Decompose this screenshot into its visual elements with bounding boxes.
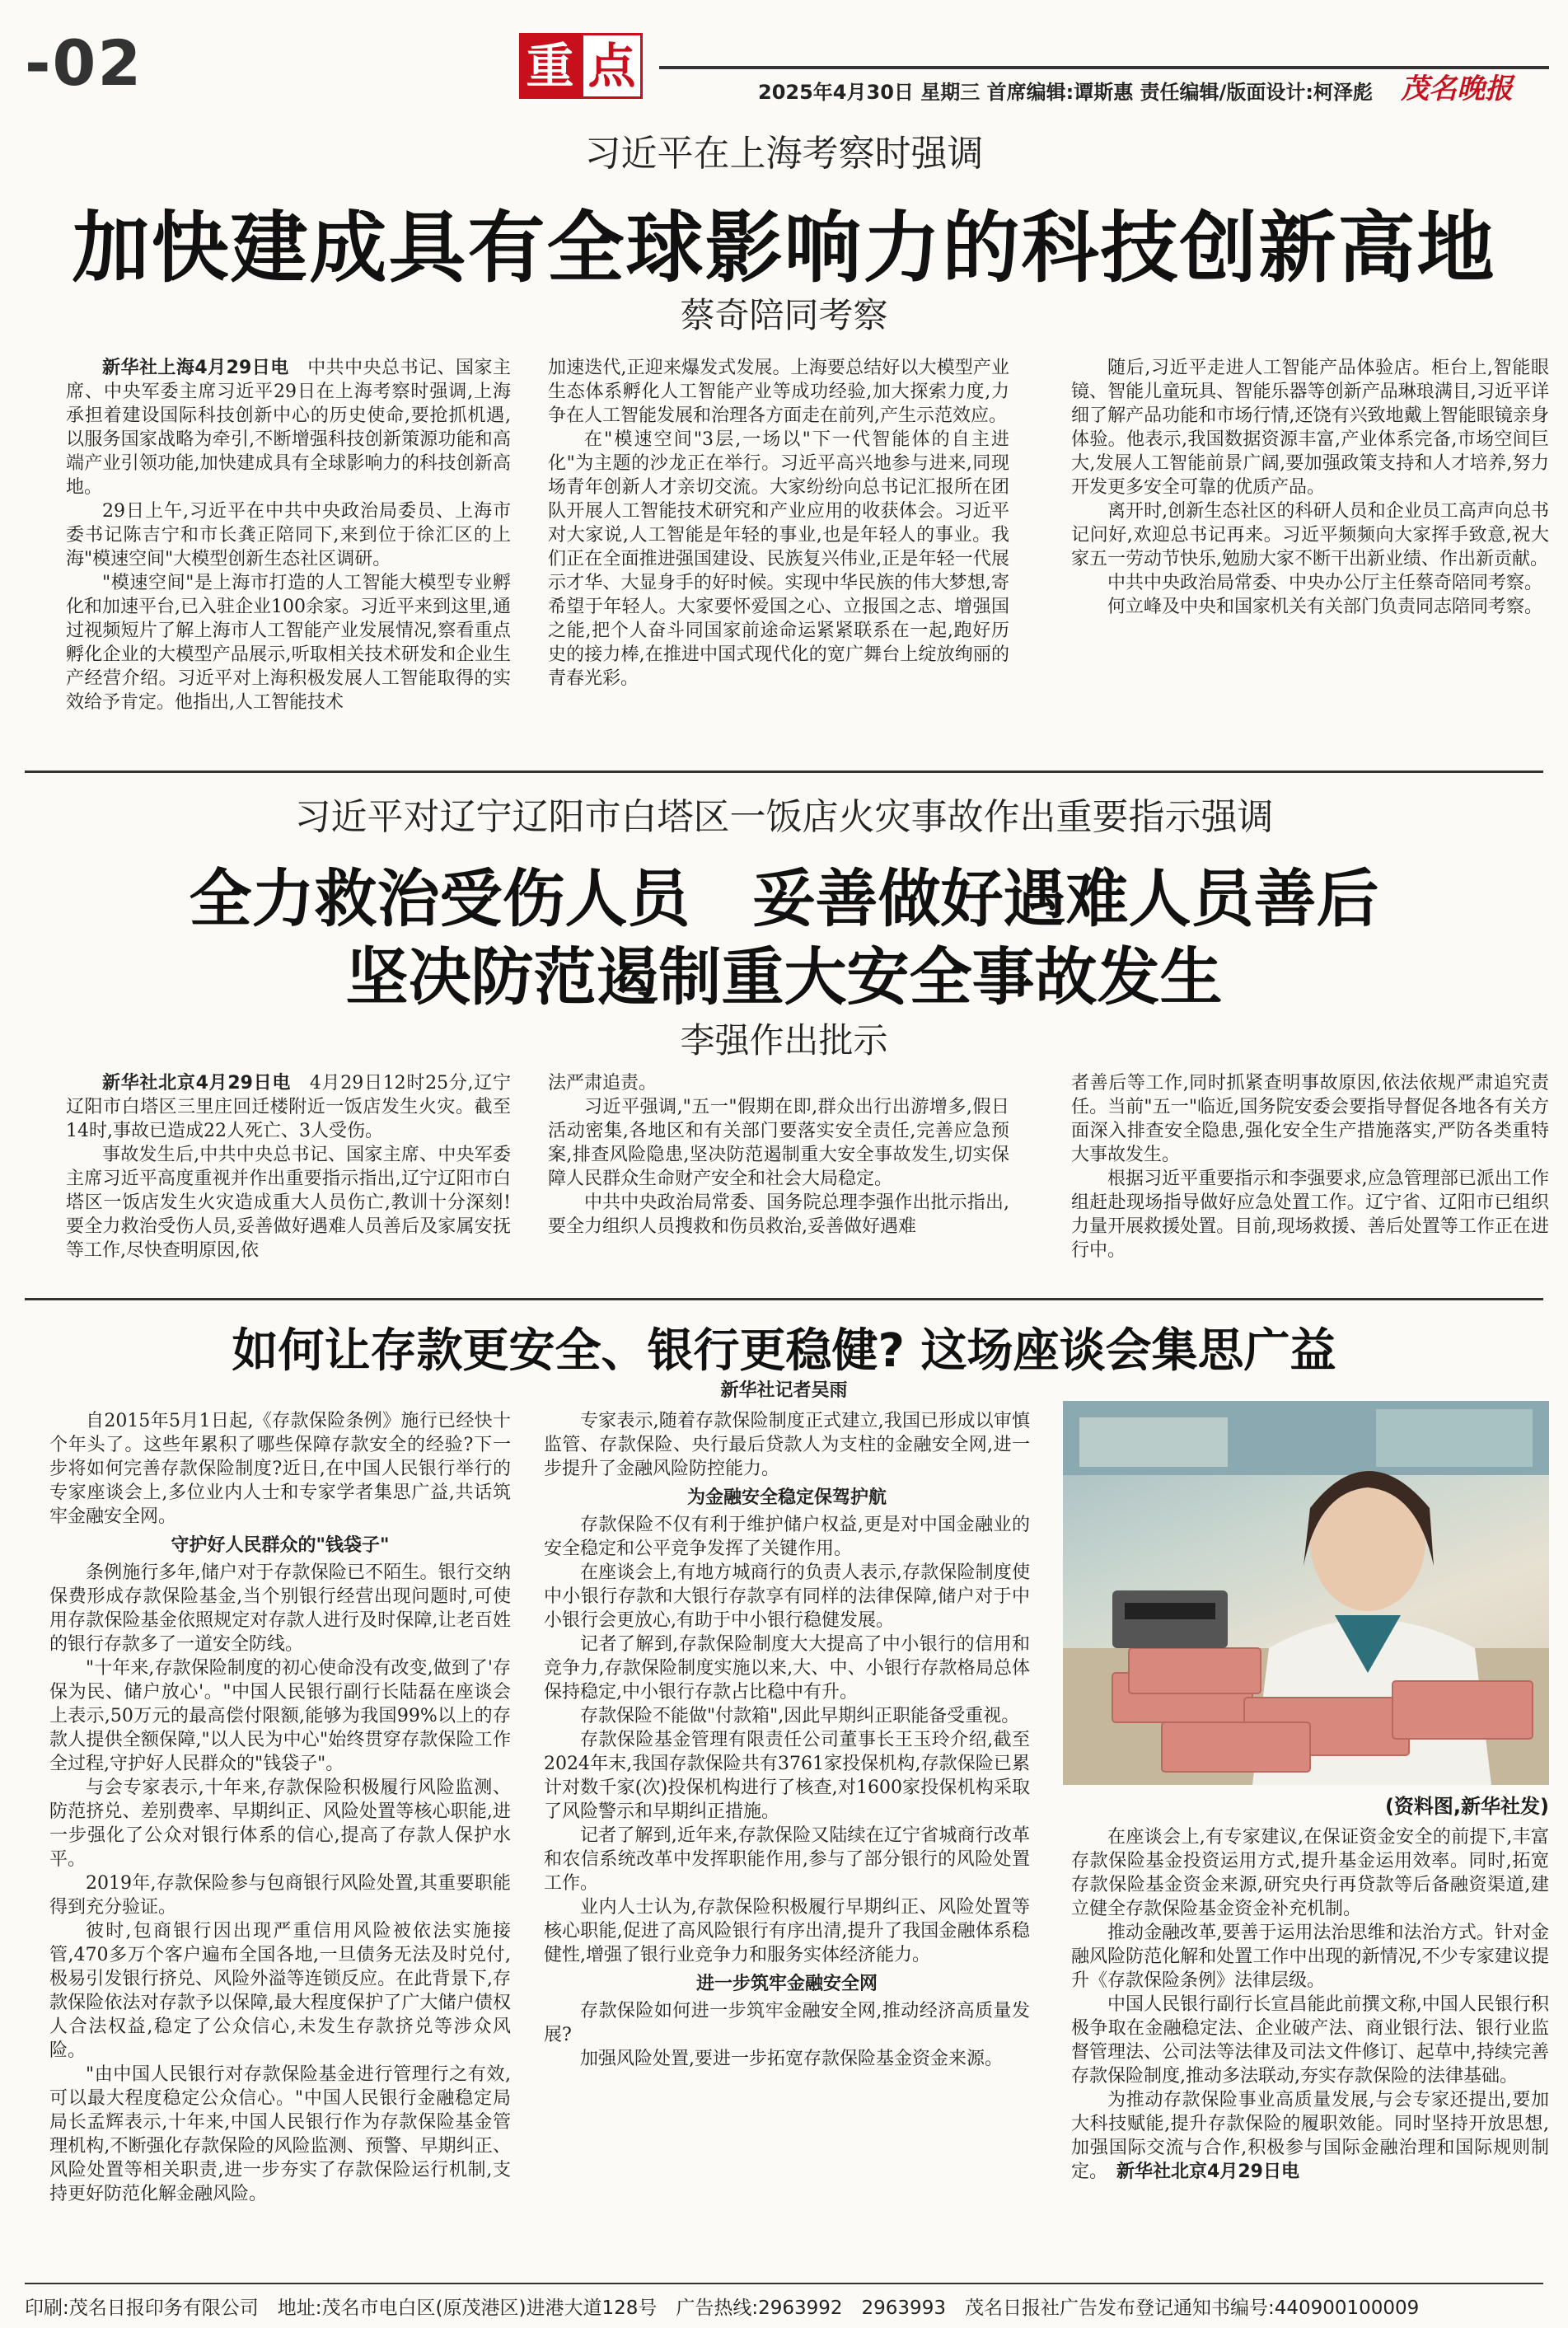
story3-p: 推动金融改革,要善于运用法治思维和法治方式。针对金融风险防范化解和处置工作中出现的新情况,不少专家建议提升《存款保险条例》法律层级。 [1071, 1923, 1549, 1991]
story3-signoff: 新华社北京4月29日电 [1116, 2162, 1299, 2182]
issue-meta: 2025年4月30日 星期三 首席编辑:谭斯惠 责任编辑/版面设计:柯泽彪 [758, 81, 1373, 104]
story3-byline: 新华社记者吴雨 [720, 1380, 848, 1401]
story3-col2 [544, 1409, 1030, 2071]
story3-p: 记者了解到,存款保险制度大大提高了中小银行的信用和竞争力,存款保险制度实施以来,大、中、小银行存款格局总体保持稳定,中小银行存款占比稳中有升。 [544, 1634, 1030, 1703]
story2-sub: 李强作出批示 [680, 1020, 888, 1061]
story1-p: 中共中央总书记、国家主席、中央军委主席习近平29日在上海考察时强调,上海承担着建设国际科技创新中心的历史使命,要抢抓机遇,以服务国家战略为牵引,不断增强科技创新策源功能和高端产业引领功能,加快建成具有全球影响力的科技创新高地。 [66, 358, 511, 498]
story3-p: 自2015年5月1日起,《存款保险条例》施行已经快十个年头了。这些年累积了哪些保障存款安全的经验?下一步将如何完善存款保险制度?近日,在中国人民银行举行的专家座谈会上,多位业内人士和专家学者集思广益,共话筑牢金融安全网。 [49, 1411, 511, 1527]
story2-kicker: 习近平对辽宁辽阳市白塔区一饭店火灾事故作出重要指示强调 [294, 796, 1274, 838]
photo-illustration [1063, 1401, 1549, 1785]
section-tag [519, 33, 643, 99]
story3-col3 [1071, 1825, 1549, 2184]
story1-p: 中共中央政治局常委、中央办公厅主任蔡奇陪同考察。 [1107, 573, 1543, 593]
story3-p: 与会专家表示,十年来,存款保险积极履行风险监测、防范挤兑、差别费率、早期纠正、风险处置等核心职能,进一步强化了公众对银行体系的信心,提高了存款人保护水平。 [49, 1778, 511, 1870]
story1-p: 随后,习近平走进人工智能产品体验店。柜台上,智能眼镜、智能儿童玩具、智能乐器等创新产品琳琅满目,习近平详细了解产品功能和市场行情,还饶有兴致地戴上智能眼镜亲身体验。他表示,我国数据资源丰富,产业体系完备,市场空间巨大,发展人工智能前景广阔,要加强政策支持和人才培养,努力开发更多安全可靠的优质产品。 [1071, 358, 1549, 498]
story3-subheading: 为金融安全稳定保驾护航 [686, 1487, 887, 1508]
section-char-1: 重 [519, 33, 581, 99]
story3-p: 彼时,包商银行因出现严重信用风险被依法实施接管,470多万个客户遍布全国各地,一旦债务无法及时兑付,极易引发银行挤兑、风险外溢等连锁反应。在此背景下,存款保险依法对存款予以保障,最大程度保护了广大储户债权人合法权益,稳定了公众信心,未发生存款挤兑等涉众风险。 [49, 1921, 511, 2061]
story2-p: 事故发生后,中共中央总书记、国家主席、中央军委主席习近平高度重视并作出重要指示指出,辽宁辽阳市白塔区一饭店发生火灾造成重大人员伤亡,教训十分深刻!要全力救治受伤人员,妥善做好遇难人员善后及家属安抚等工作,尽快查明原因,依 [66, 1145, 511, 1261]
photo-caption: (资料图,新华社发) [1384, 1795, 1549, 1818]
story3-p: 记者了解到,近年来,存款保险又陆续在辽宁省城商行改革和农信系统改革中发挥职能作用,参与了部分银行的风险处置工作。 [544, 1825, 1030, 1894]
story3-p: 专家表示,随着存款保险制度正式建立,我国已形成以审慎监管、存款保险、央行最后贷款人为支柱的金融安全网,进一步提升了金融风险防控能力。 [544, 1411, 1030, 1479]
story3-p: 条例施行多年,储户对于存款保险已不陌生。银行交纳保费形成存款保险基金,当个别银行经营出现问题时,可使用存款保险基金依照规定对存款人进行及时保障,让老百姓的银行存款多了一道安全防线。 [49, 1562, 511, 1655]
story3-p: "十年来,存款保险制度的初心使命没有改变,做到了'存保为民、储户放心'。"中国人民银行副行长陆磊在座谈会上表示,50万元的最高偿付限额,能够为我国99%以上的存款人提供全额保障,"以人民为中心"始终贯穿存款保险工作全过程,守护好人民群众的"钱袋子"。 [49, 1658, 511, 1774]
story3-subheading: 守护好人民群众的"钱袋子" [171, 1535, 390, 1556]
story3-p: 在座谈会上,有专家建议,在保证资金安全的前提下,丰富存款保险基金投资运用方式,提升基金运用效率。同时,拓宽存款保险基金资金来源,研究央行再贷款等后备融资渠道,建立健全存款保险基金资金补充机制。 [1071, 1827, 1549, 1919]
story2-p: 4月29日12时25分,辽宁辽阳市白塔区三里庄回迁楼附近一饭店发生火灾。截至14时,事故已造成22人死亡、3人受伤。 [66, 1073, 511, 1141]
story3-headline: 如何让存款更安全、银行更稳健? 这场座谈会集思广益 [232, 1324, 1336, 1378]
story2-col2 [548, 1071, 1009, 1239]
story3-p: 加强风险处置,要进一步拓宽存款保险基金资金来源。 [580, 2049, 1003, 2069]
story1-p: 加速迭代,正迎来爆发式发展。上海要总结好以大模型产业生态体系孵化人工智能产业等成功经验,加大探索力度,力争在人工智能发展和治理各方面走在前列,产生示范效应。 [548, 358, 1009, 426]
story2-p: 习近平强调,"五一"假期在即,群众出行出游增多,假日活动密集,各地区和有关部门要落实安全责任,完善应急预案,排查风险隐患,坚决防范遏制重大安全事故发生,切实保障人民群众生命财产安全和社会大局稳定。 [548, 1097, 1009, 1189]
story3-p: 存款保险如何进一步筑牢金融安全网,推动经济高质量发展? [544, 2001, 1030, 2045]
story1-p: 在"模速空间"3层,一场以"下一代智能体的自主进化"为主题的沙龙正在举行。习近平高兴地参与进来,同现场青年创新人才亲切交流。大家纷纷向总书记汇报所在团队开展人工智能技术研究和产业应用的收获体会。习近平对大家说,人工智能是年轻的事业,也是年轻人的事业。我们正在全面推进强国建设、民族复兴伟业,正是年轻一代展示才华、大显身手的好时候。实现中华民族的伟大梦想,寄希望于年轻人。大家要怀爱国之心、立报国之志、增强国之能,把个人奋斗同国家前途命运紧紧联系在一起,跑好历史的接力棒,在推进中国式现代化的宽广舞台上绽放绚丽的青春光彩。 [548, 429, 1009, 689]
story2-dateline: 新华社北京4月29日电 [102, 1073, 292, 1094]
story1-p: 何立峰及中央和国家机关有关部门负责同志陪同考察。 [1107, 597, 1543, 617]
story3-subheading: 进一步筑牢金融安全网 [695, 1974, 878, 1994]
story2-col3 [1071, 1071, 1549, 1262]
story1-p: 29日上午,习近平在中共中央政治局委员、上海市委书记陈吉宁和市长龚正陪同下,来到位于徐汇区的上海"模速空间"大模型创新生态社区调研。 [66, 501, 511, 569]
story3-p: 业内人士认为,存款保险积极履行早期纠正、风险处置等核心职能,促进了高风险银行有序出清,提升了我国金融体系稳健性,增强了银行业竞争力和服务实体经济能力。 [544, 1897, 1030, 1965]
section-divider [25, 1298, 1543, 1300]
story2-headline-line2: 坚决防范遏制重大安全事故发生 [345, 940, 1223, 1014]
footer-info: 印刷:茂名日报印务有限公司 地址:茂名市电白区(原茂港区)进港大道128号 广告热线:2963992 2963993 茂名日报社广告发布登记通知书编号:440900100009 [25, 2298, 1420, 2319]
story1-dateline: 新华社上海4月29日电 [102, 358, 289, 378]
story1-sub: 蔡奇陪同考察 [680, 295, 888, 335]
section-divider [25, 771, 1543, 773]
story1-col1 [66, 356, 511, 714]
story2-p: 根据习近平重要指示和李强要求,应急管理部已派出工作组赶赴现场指导做好应急处置工作。辽宁省、辽阳市已组织力量开展救援处置。目前,现场救援、善后处置等工作正在进行中。 [1071, 1169, 1549, 1261]
story2-col1 [66, 1071, 511, 1262]
story1-kicker: 习近平在上海考察时强调 [584, 133, 984, 175]
story3-p: 2019年,存款保险参与包商银行风险处置,其重要职能得到充分验证。 [49, 1873, 511, 1918]
story1-col3 [1071, 356, 1549, 619]
story3-p: 中国人民银行副行长宣昌能此前撰文称,中国人民银行积极争取在金融稳定法、企业破产法、商业银行法、银行业监督管理法、公司法等法律及司法文件修订、起草中,持续完善存款保险制度,推动多法联动,夯实存款保险的法律基础。 [1071, 1994, 1549, 2087]
footer-rule [25, 2283, 1543, 2284]
story3-p: 为推动存款保险事业高质量发展,与会专家还提出,要加大科技赋能,提升存款保险的履职效能。同时坚持开放思想,加强国际交流与合作,积极参与国际金融治理和国际规则制定。 [1071, 2090, 1549, 2182]
story3-p: 在座谈会上,有地方城商行的负责人表示,存款保险制度使中小银行存款和大银行存款享有同样的法律保障,储户对于中小银行会更放心,有助于中小银行稳健发展。 [544, 1562, 1030, 1631]
story2-p: 法严肃追责。 [548, 1073, 658, 1094]
section-char-2: 点 [581, 33, 643, 99]
paper-logo: 茂名晚报 [1401, 73, 1513, 105]
page-number: -02 [25, 26, 143, 100]
story3-p: 存款保险不能做"付款箱",因此早期纠正职能备受重视。 [580, 1706, 1020, 1726]
story2-p: 中共中央政治局常委、国务院总理李强作出批示指出,要全力组织人员搜救和伤员救治,妥善做好遇难 [548, 1192, 1009, 1237]
story3-p: "由中国人民银行对存款保险基金进行管理行之有效,可以最大程度稳定公众信心。"中国人民银行金融稳定局局长孟辉表示,十年来,中国人民银行作为存款保险基金管理机构,不断强化存款保险的风险监测、预警、早期纠正、风险处置等相关职责,进一步夯实了存款保险运行机制,支持更好防范化解金融风险。 [49, 2064, 511, 2204]
bank-teller-photo [1063, 1401, 1549, 1785]
story1-p: 离开时,创新生态社区的科研人员和企业员工高声向总书记问好,欢迎总书记再来。习近平频频向大家挥手致意,祝大家五一劳动节快乐,勉励大家不断干出新业绩、作出新贡献。 [1071, 501, 1549, 569]
story1-p: "模速空间"是上海市打造的人工智能大模型专业孵化和加速平台,已入驻企业100余家。习近平来到这里,通过视频短片了解上海市人工智能产业发展情况,察看重点孵化企业的大模型产品展示,听取相关技术研发和企业生产经营介绍。习近平对上海积极发展人工智能取得的实效给予肯定。他指出,人工智能技术 [66, 573, 511, 713]
story2-p: 者善后等工作,同时抓紧查明事故原因,依法依规严肃追究责任。当前"五一"临近,国务院安委会要指导督促各地各有关方面深入排查安全隐患,强化安全生产措施落实,严防各类重特大事故发生。 [1071, 1073, 1549, 1165]
story3-col1 [49, 1409, 511, 2206]
story1-headline: 加快建成具有全球影响力的科技创新高地 [72, 204, 1496, 293]
story3-p: 存款保险不仅有利于维护储户权益,更是对中国金融业的安全稳定和公平竞争发挥了关键作用。 [544, 1515, 1030, 1559]
story1-col2 [548, 356, 1009, 691]
story3-p: 存款保险基金管理有限责任公司董事长王玉玲介绍,截至2024年末,我国存款保险共有3761家投保机构,存款保险已累计对数千家(次)投保机构进行了核查,对1600家投保机构采取了风险警示和早期纠正措施。 [544, 1730, 1030, 1822]
story2-headline-line1: 全力救治受伤人员 妥善做好遇难人员善后 [189, 862, 1379, 935]
